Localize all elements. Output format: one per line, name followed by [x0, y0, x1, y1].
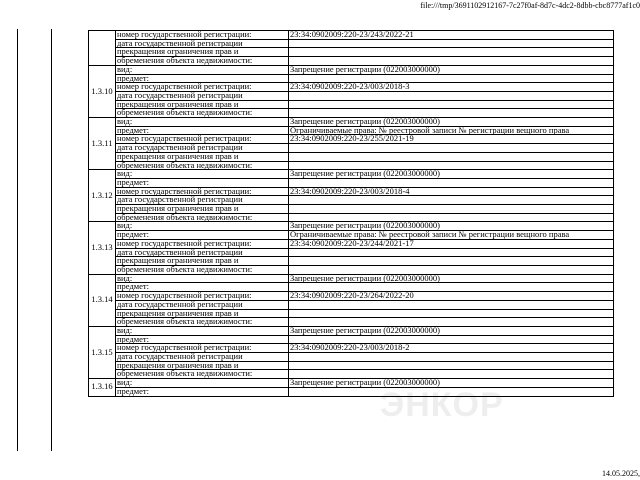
row-value [289, 205, 614, 214]
entry-number: 1.3.15 [89, 326, 116, 378]
table-row [89, 161, 614, 170]
table-row [89, 387, 614, 396]
table-row [89, 353, 614, 362]
entry-number: 1.3.11 [89, 118, 116, 170]
row-value [289, 144, 614, 153]
row-value: Запрещение регистрации (022003000000) [289, 65, 614, 74]
row-label: номер государственной регистрации: [116, 31, 289, 40]
row-value [289, 309, 614, 318]
row-label: дата государственной регистрации [116, 144, 289, 153]
row-label: номер государственной регистрации: [116, 239, 289, 248]
row-label: обременения объекта недвижимости: [116, 213, 289, 222]
row-label: прекращения ограничения прав и [116, 100, 289, 109]
row-value [289, 265, 614, 274]
table-row [89, 196, 614, 205]
left-rule-inner [51, 29, 52, 451]
row-value [289, 74, 614, 83]
row-label: дата государственной регистрации [116, 39, 289, 48]
row-label: обременения объекта недвижимости: [116, 318, 289, 327]
table-row [89, 326, 614, 335]
table-row [89, 39, 614, 48]
row-value: Ограничиваемые права: № реестровой записи № регистрации вещного права [289, 231, 614, 240]
row-label: дата государственной регистрации [116, 91, 289, 100]
row-value: Запрещение регистрации (022003000000) [289, 170, 614, 179]
row-value [289, 39, 614, 48]
row-value [289, 361, 614, 370]
entry-number: 1.3.16 [89, 379, 116, 396]
row-label: вид: [116, 274, 289, 283]
table-row [89, 361, 614, 370]
table-row [89, 274, 614, 283]
row-label: обременения объекта недвижимости: [116, 161, 289, 170]
table-row [89, 126, 614, 135]
row-label: вид: [116, 379, 289, 388]
row-value [289, 300, 614, 309]
table-row [89, 31, 614, 40]
row-label: предмет: [116, 283, 289, 292]
table-row [89, 100, 614, 109]
table-row [89, 91, 614, 100]
row-label: прекращения ограничения прав и [116, 205, 289, 214]
table-row [89, 170, 614, 179]
table-row [89, 83, 614, 92]
row-label: предмет: [116, 231, 289, 240]
row-label: предмет: [116, 126, 289, 135]
row-value [289, 48, 614, 57]
row-value [289, 353, 614, 362]
row-value: Запрещение регистрации (022003000000) [289, 379, 614, 388]
row-label: обременения объекта недвижимости: [116, 265, 289, 274]
table-row [89, 265, 614, 274]
footer-date: 14.05.2025, [602, 469, 640, 478]
row-value: Ограничиваемые права: № реестровой записи № регистрации вещного права [289, 126, 614, 135]
row-value: 23:34:0902009:220-23/003/2018-4 [289, 187, 614, 196]
row-value [289, 387, 614, 396]
table-row [89, 300, 614, 309]
row-value [289, 100, 614, 109]
table-row [89, 239, 614, 248]
watermark: ЭНКОР [380, 386, 504, 424]
row-label: дата государственной регистрации [116, 248, 289, 257]
row-label: прекращения ограничения прав и [116, 48, 289, 57]
row-label: вид: [116, 326, 289, 335]
row-value: 23:34:0902009:220-23/003/2018-2 [289, 344, 614, 353]
row-value [289, 91, 614, 100]
row-label: предмет: [116, 387, 289, 396]
row-label: номер государственной регистрации: [116, 83, 289, 92]
row-value [289, 257, 614, 266]
row-value: 23:34:0902009:220-23/255/2021-19 [289, 135, 614, 144]
row-label: номер государственной регистрации: [116, 292, 289, 301]
table-row [89, 318, 614, 327]
row-value [289, 318, 614, 327]
row-value [289, 213, 614, 222]
row-value: 23:34:0902009:220-23/264/2022-20 [289, 292, 614, 301]
table-row [89, 344, 614, 353]
table-row [89, 144, 614, 153]
table-row [89, 205, 614, 214]
entry-number-cell [89, 31, 116, 66]
table-row [89, 213, 614, 222]
row-value: Запрещение регистрации (022003000000) [289, 326, 614, 335]
row-value [289, 283, 614, 292]
table-row [89, 292, 614, 301]
row-label: дата государственной регистрации [116, 196, 289, 205]
row-value [289, 370, 614, 379]
row-label: предмет: [116, 335, 289, 344]
table-row [89, 135, 614, 144]
row-label: прекращения ограничения прав и [116, 361, 289, 370]
table-row [89, 48, 614, 57]
row-label: обременения объекта недвижимости: [116, 109, 289, 118]
row-label: прекращения ограничения прав и [116, 309, 289, 318]
table-row [89, 109, 614, 118]
table-row [89, 152, 614, 161]
entry-number: 1.3.13 [89, 222, 116, 274]
table-row [89, 118, 614, 127]
row-value [289, 152, 614, 161]
row-label: обременения объекта недвижимости: [116, 370, 289, 379]
row-value [289, 196, 614, 205]
row-value [289, 335, 614, 344]
row-value [289, 57, 614, 66]
row-value [289, 248, 614, 257]
table-row [89, 178, 614, 187]
row-value: Запрещение регистрации (022003000000) [289, 222, 614, 231]
encumbrance-table [88, 30, 614, 397]
row-label: прекращения ограничения прав и [116, 152, 289, 161]
table-row [89, 257, 614, 266]
row-label: предмет: [116, 74, 289, 83]
header-url: file:///tmp/3691102912167-7c27f0af-8d7c-4dc2-8dbb-cbc8777af1c0 [420, 1, 640, 10]
row-label: обременения объекта недвижимости: [116, 57, 289, 66]
row-label: предмет: [116, 178, 289, 187]
row-value: Запрещение регистрации (022003000000) [289, 118, 614, 127]
row-label: номер государственной регистрации: [116, 344, 289, 353]
table-row [89, 248, 614, 257]
row-label: вид: [116, 118, 289, 127]
table-row [89, 74, 614, 83]
table-row [89, 379, 614, 388]
row-value: Запрещение регистрации (022003000000) [289, 274, 614, 283]
row-value [289, 109, 614, 118]
left-rule [17, 29, 18, 451]
row-value [289, 161, 614, 170]
row-label: номер государственной регистрации: [116, 187, 289, 196]
row-value [289, 178, 614, 187]
table-row [89, 222, 614, 231]
row-value: 23:34:0902009:220-23/003/2018-3 [289, 83, 614, 92]
row-label: дата государственной регистрации [116, 353, 289, 362]
row-label: вид: [116, 65, 289, 74]
row-label: прекращения ограничения прав и [116, 257, 289, 266]
table-row [89, 370, 614, 379]
table-row [89, 309, 614, 318]
table-row [89, 231, 614, 240]
table-row [89, 283, 614, 292]
row-label: номер государственной регистрации: [116, 135, 289, 144]
entry-number: 1.3.12 [89, 170, 116, 222]
table-row [89, 65, 614, 74]
table-row [89, 335, 614, 344]
row-label: вид: [116, 222, 289, 231]
row-value: 23:34:0902009:220-23/244/2021-17 [289, 239, 614, 248]
table-row [89, 187, 614, 196]
row-label: дата государственной регистрации [116, 300, 289, 309]
table-row [89, 57, 614, 66]
row-value: 23:34:0902009:220-23/243/2022-21 [289, 31, 614, 40]
row-label: вид: [116, 170, 289, 179]
entry-number: 1.3.10 [89, 65, 116, 117]
entry-number: 1.3.14 [89, 274, 116, 326]
